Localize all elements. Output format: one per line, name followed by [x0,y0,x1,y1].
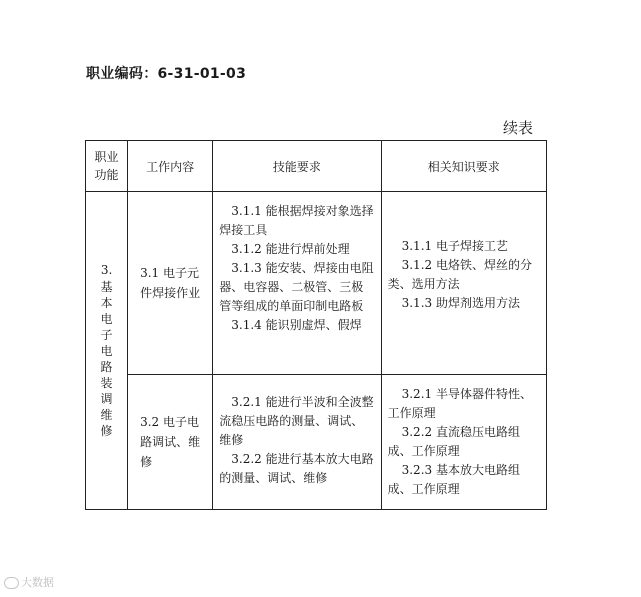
continued-label: 续表 [503,119,534,137]
watermark [4,574,54,590]
function-number: 3. [100,262,113,277]
header-work-content: 工作内容 [128,141,213,192]
skill-item: 3.1.1 能根据焊接对象选择焊接工具 [219,204,374,237]
skill-requirements-table [85,140,547,510]
skill-item: 3.1.3 能安装、焊接由电阻器、电容器、二极管、三极管等组成的单面印制电路板 [219,261,374,313]
task-cell: 3.2 电子电路调试、维修 [128,375,213,510]
knowledge-cell [381,192,546,375]
knowledge-item: 3.2.2 直流稳压电路组成、工作原理 [387,425,520,458]
knowledge-item: 3.2.3 基本放大电路组成、工作原理 [387,463,520,496]
table-row [86,192,547,375]
knowledge-item: 3.1.3 助焊剂选用方法 [401,296,520,310]
occupation-code: 职业编码：6-31-01-03 [86,66,247,82]
header-knowledge-requirements: 相关知识要求 [381,141,546,192]
skill-item: 3.2.1 能进行半波和全波整流稳压电路的测量、调试、维修 [219,395,374,447]
knowledge-item: 3.2.1 半导体器件特性、工作原理 [387,387,532,420]
watermark-text: 大数据 [21,576,54,589]
skills-cell [213,375,381,510]
skill-item: 3.1.2 能进行焊前处理 [231,242,350,256]
skill-item: 3.2.2 能进行基本放大电路的测量、调试、维修 [219,452,374,485]
knowledge-item: 3.1.1 电子焊接工艺 [401,239,508,253]
header-function: 职业 功能 [86,141,128,192]
function-cell [86,192,128,510]
skills-cell [213,192,381,375]
task-cell: 3.1 电子元件焊接作业 [128,192,213,375]
table-header-row [86,141,547,192]
function-name: 基本电子电路装调维修 [100,279,113,438]
knowledge-cell [381,375,546,510]
weibo-icon [4,577,19,589]
table-row [86,375,547,510]
header-skill-requirements: 技能要求 [213,141,381,192]
skill-item: 3.1.4 能识别虚焊、假焊 [231,318,362,332]
knowledge-item: 3.1.2 电烙铁、焊丝的分类、选用方法 [387,258,532,291]
